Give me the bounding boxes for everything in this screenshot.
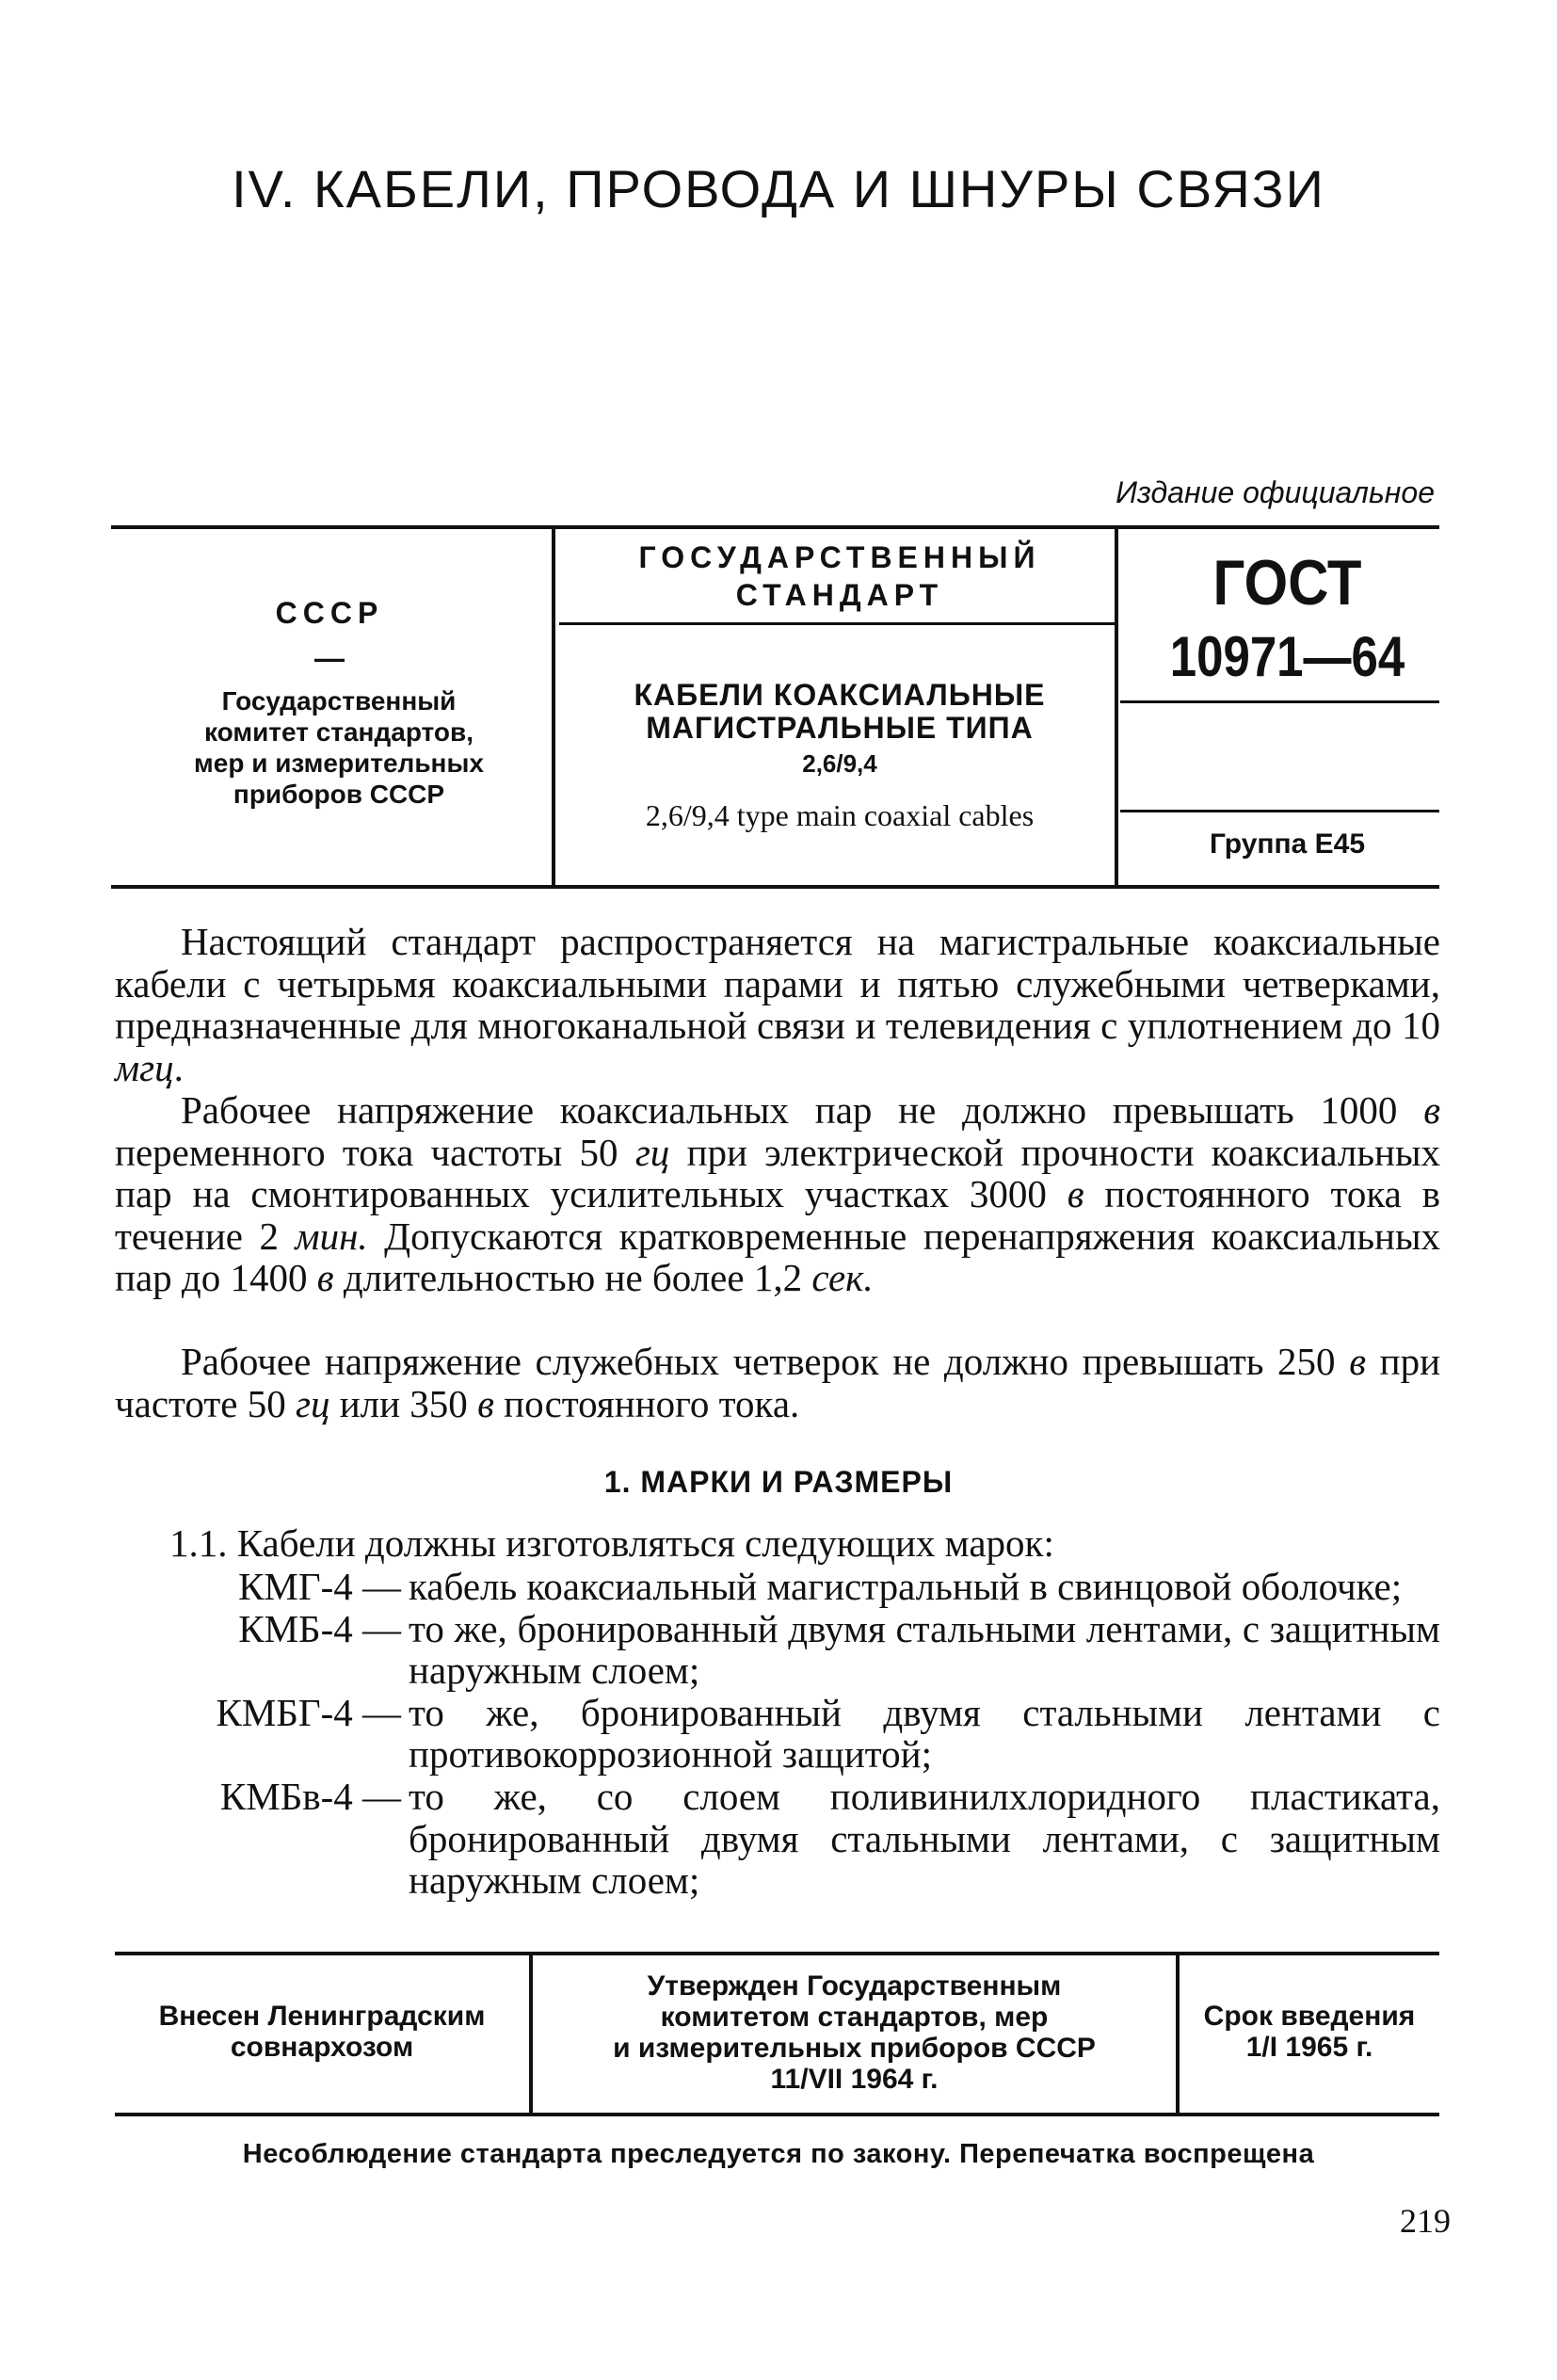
header-designation bbox=[1135, 525, 1439, 889]
mark-description: то же, бронированный двумя стальными лентами, с защитным наружным слоем; bbox=[409, 1606, 1440, 1693]
unit-text: в bbox=[1423, 1088, 1440, 1132]
list-item bbox=[115, 1776, 1440, 1902]
effective-date: Срок введения 1/I 1965 г. bbox=[1203, 2001, 1416, 2063]
unit-text: в bbox=[477, 1381, 494, 1425]
mark-code: КМБв-4 — bbox=[219, 1774, 401, 1818]
footer-top-rule bbox=[115, 1952, 1439, 1955]
paragraph-service-voltage bbox=[115, 1341, 1440, 1424]
paragraph-text: длительностью не более 1,2 bbox=[343, 1256, 803, 1300]
list-item bbox=[115, 1692, 1440, 1776]
section-heading: 1. МАРКИ И РАЗМЕРЫ bbox=[603, 1465, 954, 1499]
standard-header-box bbox=[111, 525, 1439, 889]
unit-text: сек. bbox=[811, 1256, 874, 1300]
standard-title: КАБЕЛИ КОАКСИАЛЬНЫЕ МАГИСТРАЛЬНЫЕ ТИПА bbox=[634, 678, 1046, 745]
unit-text: в bbox=[1349, 1340, 1366, 1383]
header-divider-left bbox=[552, 529, 555, 885]
unit-text: гц bbox=[634, 1130, 670, 1174]
paragraph-text: Допускаются кратковременные перенапряжения коаксиальных пар до 1400 bbox=[115, 1214, 1441, 1300]
paragraph-text: Рабочее напряжение коаксиальных пар не должно превышать 1000 bbox=[181, 1088, 1398, 1132]
paragraph-text: при электрической прочности коаксиальных пар на смонтированных усилительных участках 3000 bbox=[115, 1130, 1441, 1216]
unit-text: мин. bbox=[295, 1214, 368, 1258]
paragraph-scope bbox=[115, 921, 1440, 1088]
mark-description: то же, бронированный двумя стальными лентами с противокоррозионной защитой; bbox=[409, 1690, 1440, 1777]
clause-1-1: 1.1. Кабели должны изготовляться следующих марок: bbox=[169, 1521, 1054, 1565]
standard-title-size: 2,6/9,4 bbox=[802, 749, 877, 778]
mark-code: КМГ-4 — bbox=[238, 1565, 401, 1608]
page-number: 219 bbox=[1400, 2202, 1451, 2240]
paragraph-text: или 350 bbox=[339, 1381, 468, 1425]
footer-bottom-rule bbox=[115, 2113, 1439, 2116]
header-title-block bbox=[559, 525, 1120, 889]
paragraph-coax-voltage bbox=[115, 1089, 1440, 1299]
issuer-country: СССР bbox=[275, 596, 384, 630]
law-notice: Несоблюдение стандарта преследуется по закону. Перепечатка воспрещена bbox=[242, 2139, 1315, 2169]
group-label: Группа Е45 bbox=[1209, 828, 1366, 860]
unit-text: мгц bbox=[115, 1045, 174, 1089]
standard-title-english: 2,6/9,4 type main coaxial cables bbox=[645, 798, 1035, 832]
gost-label: ГОСТ bbox=[1212, 547, 1362, 619]
unit-text: гц bbox=[295, 1381, 330, 1425]
paragraph-text: постоянного тока. bbox=[504, 1381, 800, 1425]
approved-by: Утвержден Государственным комитетом стандартов, мер и измерительных приборов СССР 11/VII 1964 г. bbox=[613, 1970, 1096, 2095]
mark-description: то же, со слоем поливинилхлоридного пластиката, бронированный двумя стальными лентами, с защитным наружным слоем; bbox=[409, 1774, 1440, 1903]
issuer-dash: — bbox=[314, 641, 345, 675]
cable-marks-list bbox=[115, 1566, 1440, 1902]
paragraph-text: Рабочее напряжение служебных четверок не должно превышать 250 bbox=[181, 1340, 1336, 1383]
unit-text: в bbox=[316, 1256, 334, 1300]
paragraph-text: постоянного тока в течение 2 bbox=[115, 1172, 1441, 1258]
footer-approval-table bbox=[115, 1952, 1439, 2116]
edition-label: Издание официальное bbox=[1116, 475, 1435, 509]
mark-description: кабель коаксиальный магистральный в свинцовой оболочке; bbox=[409, 1565, 1403, 1608]
submitted-by: Внесен Ленинградским совнархозом bbox=[158, 2001, 486, 2063]
mark-code: КМБГ-4 — bbox=[216, 1690, 401, 1734]
issuer-committee: Государственный комитет стандартов, мер и измерительных приборов СССР bbox=[194, 686, 484, 809]
list-item bbox=[115, 1608, 1440, 1692]
paragraph-text: переменного тока частоты 50 bbox=[115, 1130, 618, 1174]
gost-number: 10971—64 bbox=[1169, 625, 1405, 688]
paragraph-text: . bbox=[173, 1045, 184, 1089]
chapter-title: IV. КАБЕЛИ, ПРОВОДА И ШНУРЫ СВЯЗИ bbox=[232, 159, 1325, 218]
mark-code: КМБ-4 — bbox=[238, 1606, 401, 1650]
paragraph-text: Настоящий стандарт распространяется на магистральные коаксиальные кабели с четырьмя коаксиальными парами и пятью служебными четверками, предназначенные для многоканальной связи и телевидения с уплотнением до 10 bbox=[115, 920, 1440, 1048]
header-issuer bbox=[111, 525, 548, 889]
state-standard-label: ГОСУДАРСТВЕННЫЙ СТАНДАРТ bbox=[638, 540, 1041, 612]
unit-text: в bbox=[1067, 1172, 1084, 1216]
list-item bbox=[115, 1566, 1440, 1608]
paragraph-text: при частоте 50 bbox=[115, 1340, 1441, 1425]
